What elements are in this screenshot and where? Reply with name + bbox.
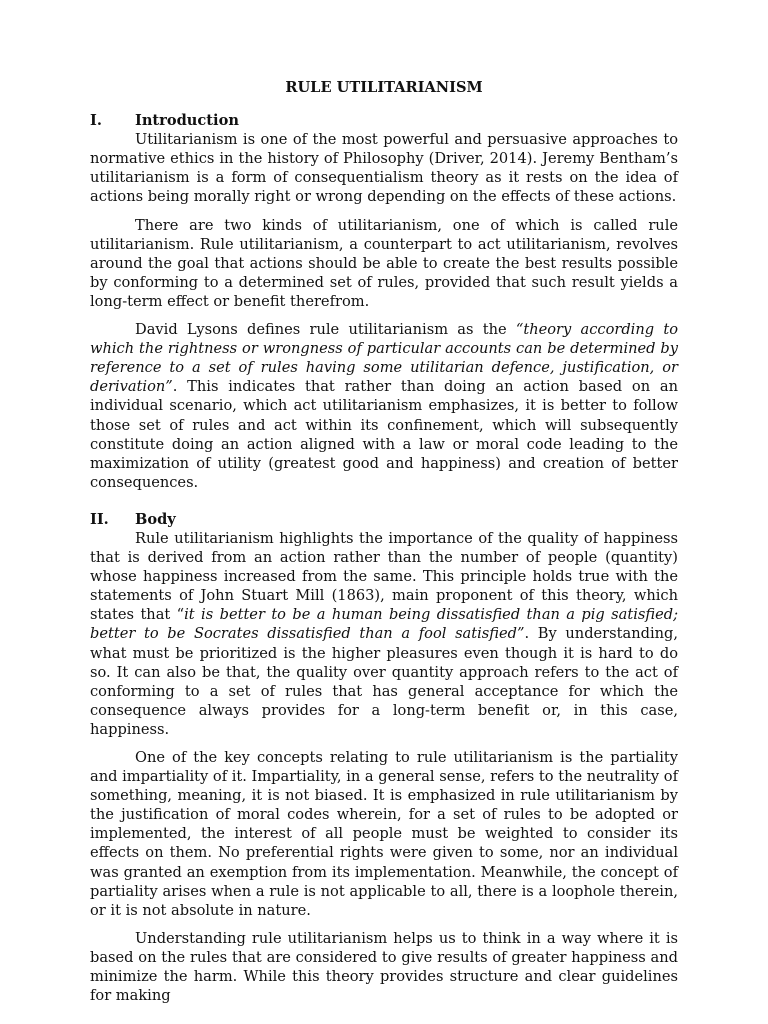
paragraph-text: Rule utilitarianism highlights the importance of the quality of happiness that is derived from an action rather than the number of people (quantity) whose happiness increased from the same. This principle holds true with the statements of John Stuart Mill (1863), main proponent of this theory, which states that “ (90, 529, 678, 624)
section-title: Body (135, 510, 176, 528)
paragraph: One of the key concepts relating to rule utilitarianism is the partiality and impartiality of it. Impartiality, in a general sense, refers to the neutrality of something, meaning, it is not biased. It is emphasized in rule utilitarianism by the justification of moral codes wherein, for a set of rules to be adopted or implemented, the interest of all people must be weighted to consider its effects on them. No preferential rights were given to some, nor an individual was granted an exemption from its implementation. Meanwhile, the concept of partiality arises when a rule is not applicable to all, there is a loophole therein, or it is not absolute in nature. (90, 749, 678, 919)
paragraph-text: David Lysons defines rule utilitarianism as the (135, 321, 516, 339)
paragraph (90, 320, 678, 492)
paragraph-text: . By understanding, what must be prioritized is the higher pleasures even though it is hard to do so. It can also be that, the quality over quantity approach refers to the act of conforming to a set of rules that has general acceptance for which the consequence always provides for a long-term benefit or, in this case, happiness. (90, 625, 678, 738)
quotation: it is better to be a human being dissatisfied than a pig satisfied; better to be Socrates dissatisfied than a fool satisfied” (90, 606, 678, 643)
paragraph: Utilitarianism is one of the most powerful and persuasive approaches to normative ethics in the history of Philosophy (Driver, 2014). Jeremy Bentham’s utilitarianism is a form of consequentialism theory as it rests on the idea of actions being morally right or wrong depending on the effects of these actions. (90, 131, 678, 206)
section-spacer (90, 501, 678, 510)
paragraph: Understanding rule utilitarianism helps us to think in a way where it is based on the rules that are considered to give results of greater happiness and minimize the harm. While this theory provides structure and clear guidelines for making (90, 929, 678, 1005)
section-number: II. (90, 510, 109, 528)
section-heading-introduction (90, 111, 678, 130)
paragraph: There are two kinds of utilitarianism, one of which is called rule utilitarianism. Rule utilitarianism, a counterpart to act utilitarianism, revolves around the goal that actions should be able to create the best results possible by conforming to a determined set of rules, provided that such result yields a long-term effect or benefit therefrom. (90, 216, 678, 310)
section-heading-body (90, 510, 678, 529)
paragraph-text: . This indicates that rather than doing an action based on an individual scenario, which act utilitarianism emphasizes, it is better to follow those set of rules and act within its confinement, which will subsequently constitute doing an action aligned with a law or moral code leading to the maximization of utility (greatest good and happiness) and creation of better consequences. (90, 378, 678, 491)
section-title: Introduction (135, 112, 239, 130)
paragraph (90, 529, 678, 739)
quotation: “theory according to which the rightness or wrongness of particular accounts can be determined by reference to a set of rules having some utilitarian defence, justification, or derivation” (90, 321, 679, 396)
page-title: RULE UTILITARIANISM (285, 79, 483, 96)
section-number: I. (90, 112, 102, 130)
